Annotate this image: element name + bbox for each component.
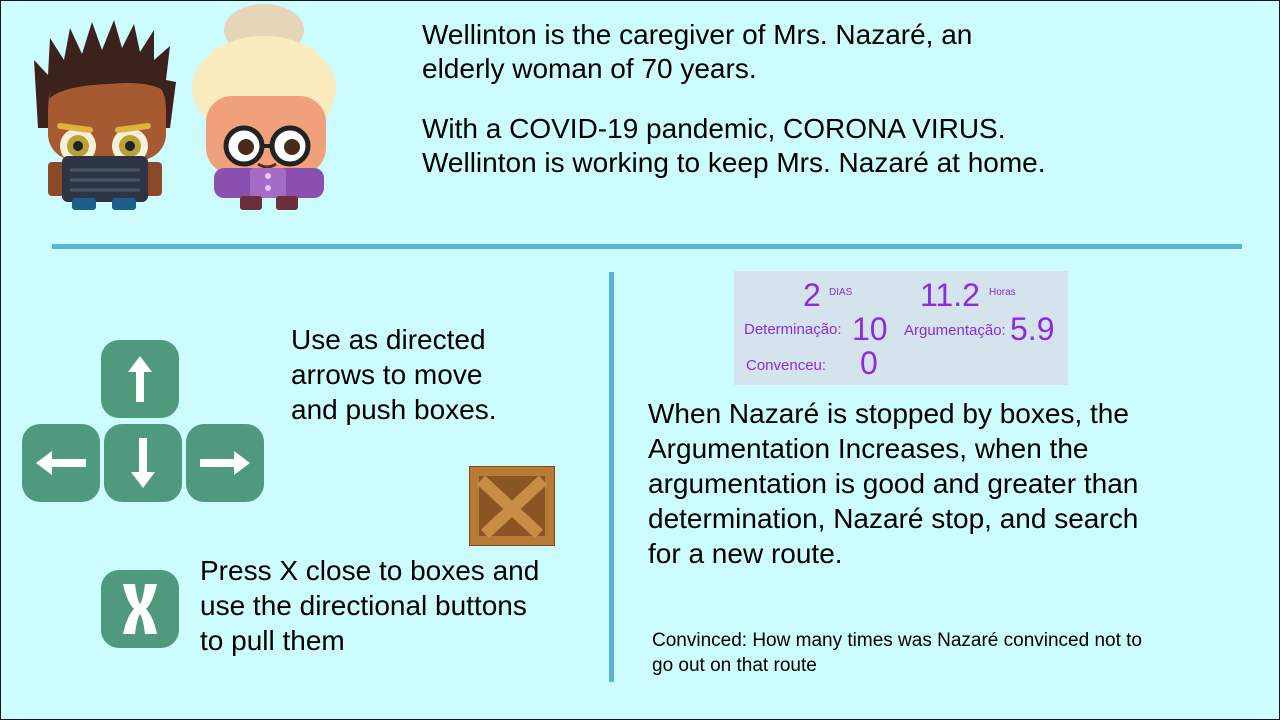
wellinton-character: [30, 20, 180, 212]
wooden-crate-icon: [469, 466, 555, 546]
nazare-character: [190, 4, 350, 214]
intro-line: elderly woman of 70 years.: [422, 53, 757, 84]
explanation-line: argumentation is good and greater than: [648, 468, 1139, 499]
arrow-left-icon: [22, 424, 100, 502]
arrow-down-key: [104, 424, 182, 502]
instruction-line: use the directional buttons: [200, 590, 527, 621]
vertical-divider: [609, 272, 614, 682]
days-value: 2: [803, 277, 821, 313]
arrow-right-icon: [186, 424, 264, 502]
x-key: [101, 570, 179, 648]
arrow-up-icon: [101, 340, 179, 418]
convinced-label: Convenceu:: [746, 357, 827, 374]
instruction-line: to pull them: [200, 625, 345, 656]
intro-line: Wellinton is the caregiver of Mrs. Nazaré, an: [422, 19, 973, 50]
instruction-line: Press X close to boxes and: [200, 555, 540, 586]
arrow-right-key: [186, 424, 264, 502]
instruction-line: Use as directed: [291, 324, 486, 355]
argumentation-label: Argumentação:: [904, 322, 1006, 339]
explanation-line: determination, Nazaré stop, and search: [648, 503, 1139, 534]
explanation-line: Argumentation Increases, when the: [648, 433, 1089, 464]
arrows-instructions: [291, 322, 497, 427]
horizontal-divider: [52, 244, 1242, 249]
arrow-down-icon: [104, 424, 182, 502]
hud-panel: [734, 271, 1068, 385]
days-label: DIAS: [829, 287, 853, 298]
intro-line: With a COVID-19 pandemic, CORONA VIRUS.: [422, 113, 1006, 144]
intro-paragraph-2: [422, 112, 1046, 180]
argumentation-explanation: [648, 396, 1138, 571]
intro-paragraph-1: [422, 18, 972, 86]
convinced-value: 0: [860, 345, 878, 381]
footnote-line: Convinced: How many times was Nazaré convinced not to: [652, 630, 1143, 651]
pull-instructions: [200, 553, 539, 658]
explanation-line: for a new route.: [648, 538, 843, 569]
explanation-line: When Nazaré is stopped by boxes, the: [648, 398, 1129, 429]
instruction-line: and push boxes.: [291, 394, 497, 425]
x-key-icon: [101, 570, 179, 648]
footnote-line: go out on that route: [652, 655, 817, 676]
determination-value: 10: [852, 311, 888, 347]
arrow-up-key: [101, 340, 179, 418]
intro-line: Wellinton is working to keep Mrs. Nazaré at home.: [422, 147, 1046, 178]
hours-label: Horas: [989, 287, 1016, 298]
arrow-left-key: [22, 424, 100, 502]
argumentation-value: 5.9: [1010, 311, 1055, 347]
determination-label: Determinação:: [744, 321, 842, 338]
hours-value: 11.2: [920, 277, 980, 313]
instruction-line: arrows to move: [291, 359, 483, 390]
convinced-footnote: [652, 628, 1142, 678]
